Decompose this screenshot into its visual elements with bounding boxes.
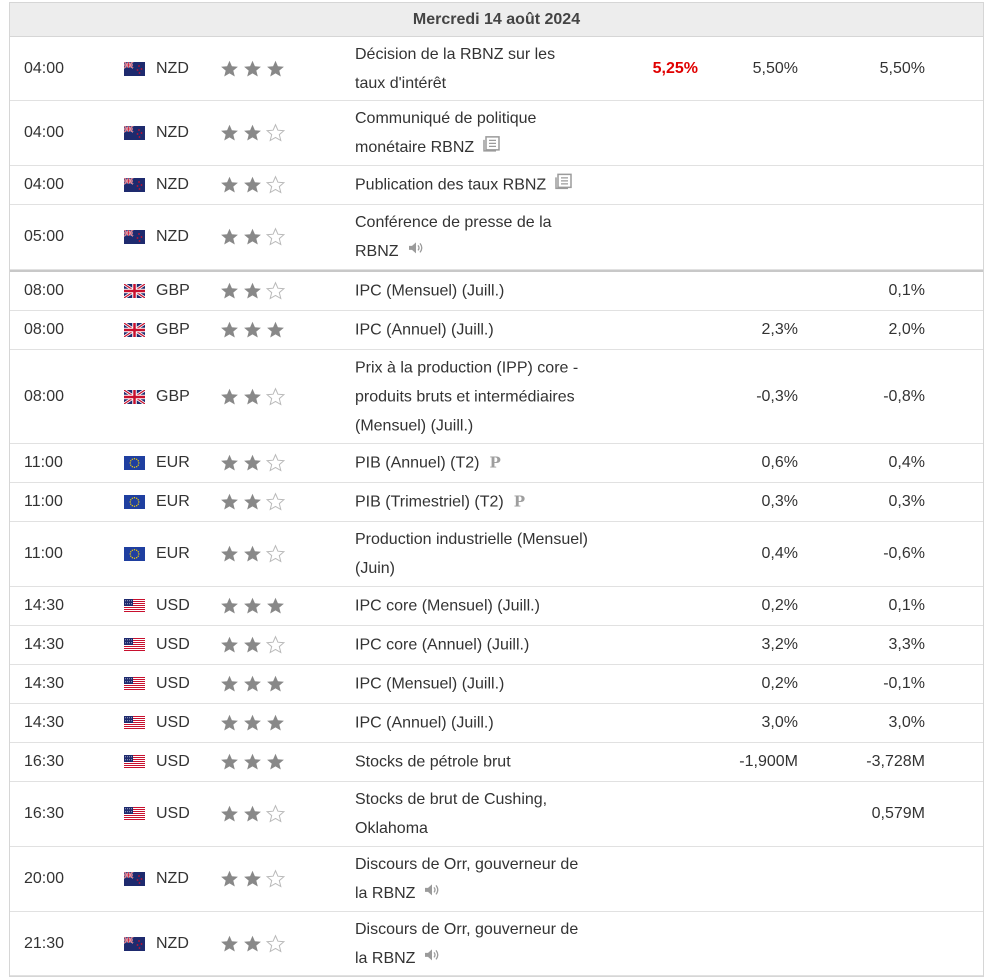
previous-value: 0,1%: [888, 282, 925, 299]
star-filled-icon: [220, 934, 239, 953]
star-filled-icon: [220, 124, 239, 143]
event-time: 11:00: [24, 545, 63, 562]
importance-stars: [220, 493, 285, 512]
event-name[interactable]: [355, 449, 630, 478]
event-row[interactable]: [10, 847, 983, 912]
importance-stars: [220, 675, 285, 694]
event-name[interactable]: [355, 353, 630, 440]
event-row[interactable]: [10, 311, 983, 350]
event-name-line: Production industrielle (Mensuel): [355, 531, 588, 548]
star-empty-icon: [266, 636, 285, 655]
importance-stars: [220, 597, 285, 616]
event-time: 21:30: [24, 934, 65, 952]
uk-flag-icon: [124, 323, 145, 337]
eu-flag-icon: [124, 547, 145, 561]
event-time: 14:30: [24, 714, 65, 731]
star-filled-icon: [243, 675, 262, 694]
event-name[interactable]: [355, 170, 630, 199]
event-row[interactable]: [10, 205, 983, 270]
star-filled-icon: [243, 228, 262, 247]
star-filled-icon: [243, 454, 262, 473]
event-name-line: Discours de Orr, gouverneur de: [355, 855, 579, 873]
document-icon: [554, 174, 572, 190]
event-name-line: Publication des taux RBNZ: [355, 176, 547, 194]
nz-flag-icon: [124, 126, 145, 140]
star-filled-icon: [220, 454, 239, 473]
currency-code: GBP: [156, 387, 190, 405]
star-empty-icon: [266, 454, 285, 473]
event-time: 20:00: [24, 870, 65, 887]
star-filled-icon: [266, 59, 285, 78]
us-flag-icon: [124, 677, 145, 691]
us-flag-icon: [124, 755, 145, 769]
star-filled-icon: [243, 493, 262, 512]
forecast-value: 2,3%: [761, 321, 798, 338]
us-flag-icon: [124, 716, 145, 730]
nz-flag-icon: [124, 62, 145, 76]
star-filled-icon: [220, 282, 239, 301]
event-row[interactable]: [10, 743, 983, 782]
event-row[interactable]: [10, 166, 983, 205]
star-filled-icon: [220, 176, 239, 195]
event-name[interactable]: [355, 785, 630, 843]
importance-stars: [220, 636, 285, 655]
previous-value: -0,1%: [883, 675, 925, 692]
forecast-value: 3,0%: [761, 714, 798, 731]
event-list: [10, 37, 983, 976]
star-filled-icon: [220, 753, 239, 772]
event-name-line: (Mensuel) (Juill.): [355, 417, 474, 434]
previous-value: 3,3%: [888, 636, 925, 653]
event-time: 16:30: [24, 753, 65, 770]
event-row[interactable]: [10, 665, 983, 704]
currency-code: USD: [156, 714, 190, 731]
nz-flag-icon: [124, 230, 145, 244]
previous-value: 2,0%: [888, 321, 925, 338]
event-name[interactable]: [355, 709, 630, 738]
event-name-line: la RBNZ: [355, 884, 416, 902]
speaker-icon: [423, 882, 441, 898]
event-row[interactable]: [10, 483, 983, 522]
event-name-line: IPC core (Mensuel) (Juill.): [355, 597, 540, 615]
uk-flag-icon: [124, 284, 145, 298]
nz-flag-icon: [124, 230, 145, 244]
previous-value: 5,50%: [879, 59, 925, 77]
star-filled-icon: [220, 636, 239, 655]
star-empty-icon: [266, 934, 285, 953]
event-time: 04:00: [24, 59, 65, 77]
star-filled-icon: [243, 597, 262, 616]
star-empty-icon: [266, 387, 285, 406]
event-row[interactable]: [10, 704, 983, 743]
previous-value: 0,1%: [888, 597, 925, 614]
forecast-value: 0,4%: [761, 545, 798, 562]
document-icon: [482, 133, 500, 162]
speaker-icon: [407, 240, 425, 256]
nz-flag-icon: [124, 937, 145, 951]
event-name-line: (Juin): [355, 560, 396, 577]
currency-code: USD: [156, 597, 190, 614]
star-empty-icon: [266, 545, 285, 564]
forecast-value: 0,3%: [761, 493, 798, 510]
event-name-line: la RBNZ: [355, 949, 416, 967]
us-flag-icon: [124, 755, 145, 769]
eu-flag-icon: [124, 495, 145, 509]
event-name-line: Oklahoma: [355, 820, 428, 837]
star-empty-icon: [266, 870, 285, 889]
star-filled-icon: [243, 753, 262, 772]
star-filled-icon: [220, 597, 239, 616]
forecast-value: -0,3%: [756, 387, 798, 405]
event-time: 04:00: [24, 176, 65, 193]
event-row[interactable]: [10, 270, 983, 311]
importance-stars: [220, 870, 285, 889]
uk-flag-icon: [124, 323, 145, 337]
forecast-value: -1,900M: [739, 753, 798, 770]
nz-flag-icon: [124, 178, 145, 192]
star-filled-icon: [220, 714, 239, 733]
star-filled-icon: [243, 934, 262, 953]
us-flag-icon: [124, 677, 145, 691]
previous-value: 0,579M: [871, 805, 925, 822]
event-name-line: Discours de Orr, gouverneur de: [355, 920, 579, 938]
star-filled-icon: [243, 870, 262, 889]
us-flag-icon: [124, 599, 145, 613]
currency-code: USD: [156, 753, 190, 770]
event-name[interactable]: [355, 850, 630, 908]
currency-code: EUR: [156, 454, 190, 471]
currency-code: NZD: [156, 124, 189, 141]
importance-stars: [220, 387, 285, 406]
event-name-line: IPC core (Annuel) (Juill.): [355, 636, 530, 654]
event-name-line: IPC (Annuel) (Juill.): [355, 714, 494, 732]
currency-code: USD: [156, 805, 190, 822]
currency-code: NZD: [156, 59, 189, 77]
star-filled-icon: [243, 282, 262, 301]
star-filled-icon: [220, 545, 239, 564]
previous-value: -0,6%: [883, 545, 925, 562]
event-row[interactable]: [10, 37, 983, 101]
nz-flag-icon: [124, 62, 145, 76]
star-filled-icon: [243, 714, 262, 733]
event-time: 14:30: [24, 597, 65, 614]
forecast-value: 3,2%: [761, 636, 798, 653]
document-icon: [554, 171, 572, 200]
star-filled-icon: [266, 597, 285, 616]
event-name[interactable]: [355, 40, 630, 98]
event-name[interactable]: [355, 631, 630, 660]
star-empty-icon: [266, 493, 285, 512]
star-filled-icon: [243, 124, 262, 143]
nz-flag-icon: [124, 872, 145, 886]
star-filled-icon: [220, 59, 239, 78]
day-header: Mercredi 14 août 2024: [10, 2, 983, 37]
star-empty-icon: [266, 124, 285, 143]
star-filled-icon: [266, 753, 285, 772]
event-time: 05:00: [24, 228, 65, 245]
us-flag-icon: [124, 599, 145, 613]
star-filled-icon: [243, 636, 262, 655]
star-filled-icon: [243, 805, 262, 824]
event-row[interactable]: [10, 912, 983, 976]
star-filled-icon: [220, 870, 239, 889]
event-time: 16:30: [24, 805, 65, 822]
event-name-line: Conférence de presse de la: [355, 213, 552, 231]
event-name-line: RBNZ: [355, 242, 399, 260]
speaker-icon: [423, 879, 441, 908]
importance-stars: [220, 176, 285, 195]
currency-code: EUR: [156, 493, 190, 510]
actual-value: 5,25%: [652, 59, 698, 77]
importance-stars: [220, 805, 285, 824]
event-name[interactable]: [355, 592, 630, 621]
us-flag-icon: [124, 716, 145, 730]
event-name-line: monétaire RBNZ: [355, 138, 475, 156]
event-time: 14:30: [24, 675, 65, 692]
event-name[interactable]: [355, 525, 630, 583]
forecast-value: 0,6%: [761, 454, 798, 471]
event-name-line: Décision de la RBNZ sur les: [355, 45, 556, 63]
importance-stars: [220, 934, 285, 953]
importance-stars: [220, 753, 285, 772]
star-filled-icon: [266, 675, 285, 694]
currency-code: USD: [156, 636, 190, 653]
event-name-line: PIB (Annuel) (T2): [355, 454, 480, 472]
eu-flag-icon: [124, 547, 145, 561]
economic-calendar: [9, 2, 984, 977]
previous-value: 0,4%: [888, 454, 925, 471]
event-name[interactable]: [355, 316, 630, 345]
star-filled-icon: [220, 228, 239, 247]
event-time: 08:00: [24, 321, 65, 338]
event-row[interactable]: [10, 350, 983, 444]
importance-stars: [220, 545, 285, 564]
star-filled-icon: [220, 675, 239, 694]
currency-code: NZD: [156, 176, 189, 193]
event-name-line: taux d'intérêt: [355, 74, 447, 92]
importance-stars: [220, 454, 285, 473]
preliminary-icon: P: [513, 492, 526, 511]
star-empty-icon: [266, 282, 285, 301]
currency-code: NZD: [156, 228, 189, 245]
event-name-line: Stocks de pétrole brut: [355, 753, 511, 771]
event-row[interactable]: [10, 587, 983, 626]
event-name[interactable]: [355, 488, 630, 517]
star-filled-icon: [243, 387, 262, 406]
nz-flag-icon: [124, 126, 145, 140]
event-name[interactable]: [355, 208, 630, 266]
event-row[interactable]: [10, 782, 983, 847]
event-name-line: IPC (Annuel) (Juill.): [355, 321, 494, 339]
uk-flag-icon: [124, 390, 145, 404]
event-name[interactable]: [355, 277, 630, 306]
us-flag-icon: [124, 638, 145, 652]
event-name-line: IPC (Mensuel) (Juill.): [355, 282, 505, 300]
star-filled-icon: [220, 805, 239, 824]
eu-flag-icon: [124, 456, 145, 470]
star-empty-icon: [266, 176, 285, 195]
event-time: 04:00: [24, 124, 65, 141]
importance-stars: [220, 59, 285, 78]
importance-stars: [220, 228, 285, 247]
event-name-line: produits bruts et intermédiaires: [355, 388, 575, 405]
importance-stars: [220, 282, 285, 301]
event-row[interactable]: [10, 444, 983, 483]
uk-flag-icon: [124, 284, 145, 298]
forecast-value: 0,2%: [761, 675, 798, 692]
us-flag-icon: [124, 807, 145, 821]
previous-value: -0,8%: [883, 387, 925, 405]
event-name[interactable]: [355, 670, 630, 699]
event-name[interactable]: [355, 104, 630, 162]
forecast-value: 0,2%: [761, 597, 798, 614]
previous-value: 3,0%: [888, 714, 925, 731]
currency-code: NZD: [156, 934, 189, 952]
event-time: 08:00: [24, 282, 65, 299]
nz-flag-icon: [124, 178, 145, 192]
event-time: 14:30: [24, 636, 65, 653]
star-filled-icon: [220, 493, 239, 512]
event-name-line: Stocks de brut de Cushing,: [355, 791, 548, 808]
event-time: 11:00: [24, 493, 63, 510]
eu-flag-icon: [124, 456, 145, 470]
eu-flag-icon: [124, 495, 145, 509]
event-name[interactable]: [355, 914, 630, 972]
event-name[interactable]: [355, 748, 630, 777]
document-icon: [482, 136, 500, 152]
star-filled-icon: [266, 321, 285, 340]
previous-value: 0,3%: [888, 493, 925, 510]
importance-stars: [220, 321, 285, 340]
star-filled-icon: [266, 714, 285, 733]
event-row[interactable]: [10, 626, 983, 665]
star-filled-icon: [243, 176, 262, 195]
event-name-line: IPC (Mensuel) (Juill.): [355, 675, 505, 693]
currency-code: NZD: [156, 870, 189, 887]
event-row[interactable]: [10, 522, 983, 587]
importance-stars: [220, 124, 285, 143]
preliminary-icon: P: [489, 453, 501, 472]
uk-flag-icon: [124, 390, 145, 404]
star-filled-icon: [243, 545, 262, 564]
importance-stars: [220, 714, 285, 733]
event-name-line: Communiqué de politique: [355, 109, 537, 127]
star-filled-icon: [243, 59, 262, 78]
us-flag-icon: [124, 638, 145, 652]
star-filled-icon: [220, 321, 239, 340]
currency-code: GBP: [156, 282, 190, 299]
event-time: 11:00: [24, 454, 63, 471]
currency-code: GBP: [156, 321, 190, 338]
us-flag-icon: [124, 807, 145, 821]
currency-code: USD: [156, 675, 190, 692]
nz-flag-icon: [124, 872, 145, 886]
speaker-icon: [423, 947, 441, 963]
event-name-line: Prix à la production (IPP) core -: [355, 359, 579, 376]
currency-code: EUR: [156, 545, 190, 562]
event-name-line: PIB (Trimestriel) (T2): [355, 493, 504, 511]
star-filled-icon: [243, 321, 262, 340]
forecast-value: 5,50%: [752, 59, 798, 77]
star-empty-icon: [266, 805, 285, 824]
speaker-icon: [423, 944, 441, 973]
event-time: 08:00: [24, 387, 65, 405]
star-filled-icon: [220, 387, 239, 406]
star-empty-icon: [266, 228, 285, 247]
previous-value: -3,728M: [866, 753, 925, 770]
speaker-icon: [407, 237, 425, 266]
nz-flag-icon: [124, 937, 145, 951]
event-row[interactable]: [10, 101, 983, 166]
